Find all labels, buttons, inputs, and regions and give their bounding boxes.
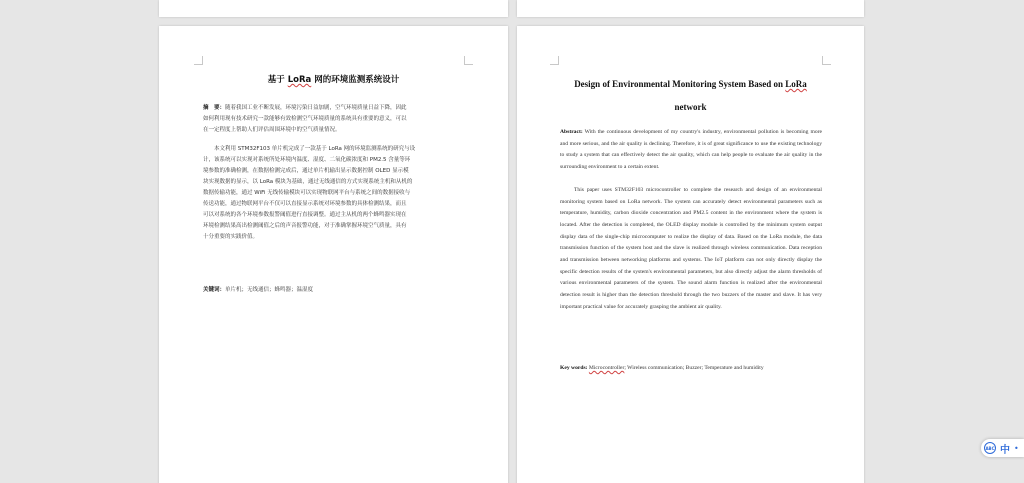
cn-keywords-text: 单片机；无线通信；蜂鸣器；温湿度 bbox=[225, 287, 314, 293]
en-title-line1 bbox=[547, 73, 834, 96]
previous-page-right bbox=[517, 0, 864, 17]
cn-body-line: 境参数的准确检测，在数据检测完成后，通过单片机输出显示数据控制 OLED 显示模 bbox=[203, 168, 409, 174]
margin-mark-top-right bbox=[464, 56, 473, 65]
language-toolbar[interactable] bbox=[981, 439, 1024, 457]
cn-abstract-line: 在一定程度上帮助人们评估周围环境中的空气质量情况。 bbox=[203, 127, 341, 133]
cn-abstract-label: 摘 要： bbox=[203, 105, 226, 111]
en-title-text: Design of Environmental Monitoring System Based on bbox=[574, 79, 786, 89]
cn-keywords bbox=[203, 285, 313, 293]
input-method-icon-text: ABC bbox=[985, 445, 995, 451]
cn-title-lora: LoRa bbox=[287, 75, 312, 85]
cn-body-line: 数据传输功能，通过 WiFi 无线传输模块可以实现物联网平台与系统之间的数据接收与 bbox=[203, 190, 411, 196]
language-mode-label[interactable]: 中 bbox=[1000, 444, 1010, 456]
cn-body-line: 计，该系统可以实现对系统所处环境内温度、湿度、二氧化碳浓度和 PM2.5 含量等环 bbox=[203, 157, 411, 163]
en-title bbox=[547, 73, 834, 119]
en-keywords bbox=[560, 365, 764, 371]
more-icon[interactable]: • bbox=[1014, 443, 1019, 453]
cn-body-paragraph bbox=[203, 144, 464, 243]
cn-body-line: 可以对系统的各个环境参数报警阈值进行直接调整。通过主从机的两个蜂鸣器实现在 bbox=[203, 212, 407, 218]
cn-abstract-line bbox=[203, 103, 464, 114]
en-abstract bbox=[560, 127, 822, 174]
cn-keywords-label: 关键词： bbox=[203, 287, 226, 293]
cn-title bbox=[159, 73, 508, 85]
en-title-line2: network bbox=[674, 102, 707, 112]
cn-title-pre: 基于 bbox=[267, 75, 288, 85]
cn-body-line: 块实现数据的显示，以 LoRa 模块为基础，通过无线通信的方式实现系统主机和从机的 bbox=[203, 179, 413, 185]
cn-body-line: 本文利用 STM32F103 单片机完成了一款基于 LoRa 网的环境监测系统的研究与设 bbox=[203, 146, 416, 152]
en-keywords-rest: ; Wireless communication; Buzzer; Temperature and humidity bbox=[624, 365, 764, 371]
margin-mark-top-left bbox=[194, 56, 203, 65]
previous-page-left bbox=[159, 0, 508, 17]
cn-body-line: 十分重要的实践价值。 bbox=[203, 234, 259, 240]
cn-abstract-line: 如何利用现有技术研究一款能够有效检测空气环境质量的系统具有重要的意义，可以 bbox=[203, 116, 407, 122]
margin-mark-top-left bbox=[550, 56, 559, 65]
en-keyword-microcontroller: Microcontroller bbox=[588, 365, 625, 371]
en-abstract-text: With the continuous development of my country's industry, environmental pollution is becoming more and more serious, and the air quality is declining. Therefore, it is of great significance to use the existing technology to study a system that can effectively detect the air quality, which can help people to evaluate the air quality in the surrounding environment to a certain extent. bbox=[560, 129, 822, 170]
cn-body-line: 环境检测结果高出检测阈值之后的声音报警功能，对于准确掌握环境空气质量，具有 bbox=[203, 223, 407, 229]
cn-body-line: 传送功能，通过物联网平台不仅可以直接显示系统对环境参数的具体检测结果，而且 bbox=[203, 201, 407, 207]
cn-abstract bbox=[203, 103, 464, 136]
page-chinese-abstract bbox=[159, 26, 508, 483]
en-abstract-label: Abstract: bbox=[560, 129, 583, 135]
input-method-icon[interactable] bbox=[984, 442, 996, 454]
en-title-lora: LoRa bbox=[785, 79, 807, 89]
en-body-paragraph: This paper uses STM32F103 microcontroller to complete the research and design of an environmental monitoring system based on LoRa network. The system can accurately detect environmental parameters such as temperature, humidity, carbon dioxide concentration and PM2.5 content in the environment where the system is located. After the detection is completed, the OLED display module is controlled by the minimum system output display data of the single-chip microcomputer to realize the display of data. Based on the LoRa module, the data transmission function of the system host and the slave is realized through wireless communication. Data reception and transmission between networking platforms and systems. The IoT platform can not only directly display the specific detection results of the system's environmental parameters, but also directly adjust the alarm thresholds of various environmental parameters of the system. The sound alarm function is realized after the environmental detection result is higher than the detection threshold through the two buzzers of the master and slave. It has very important practical value for accurately grasping the ambient air quality. bbox=[560, 187, 822, 310]
cn-abstract-text: 随着我国工业不断发展，环境污染日益加剧，空气环境质量日益下降，因此 bbox=[225, 105, 407, 111]
margin-mark-top-right bbox=[822, 56, 831, 65]
cn-title-post: 网的环境监测系统设计 bbox=[311, 75, 400, 85]
page-english-abstract bbox=[517, 26, 864, 483]
en-keywords-label: Key words: bbox=[560, 365, 588, 371]
